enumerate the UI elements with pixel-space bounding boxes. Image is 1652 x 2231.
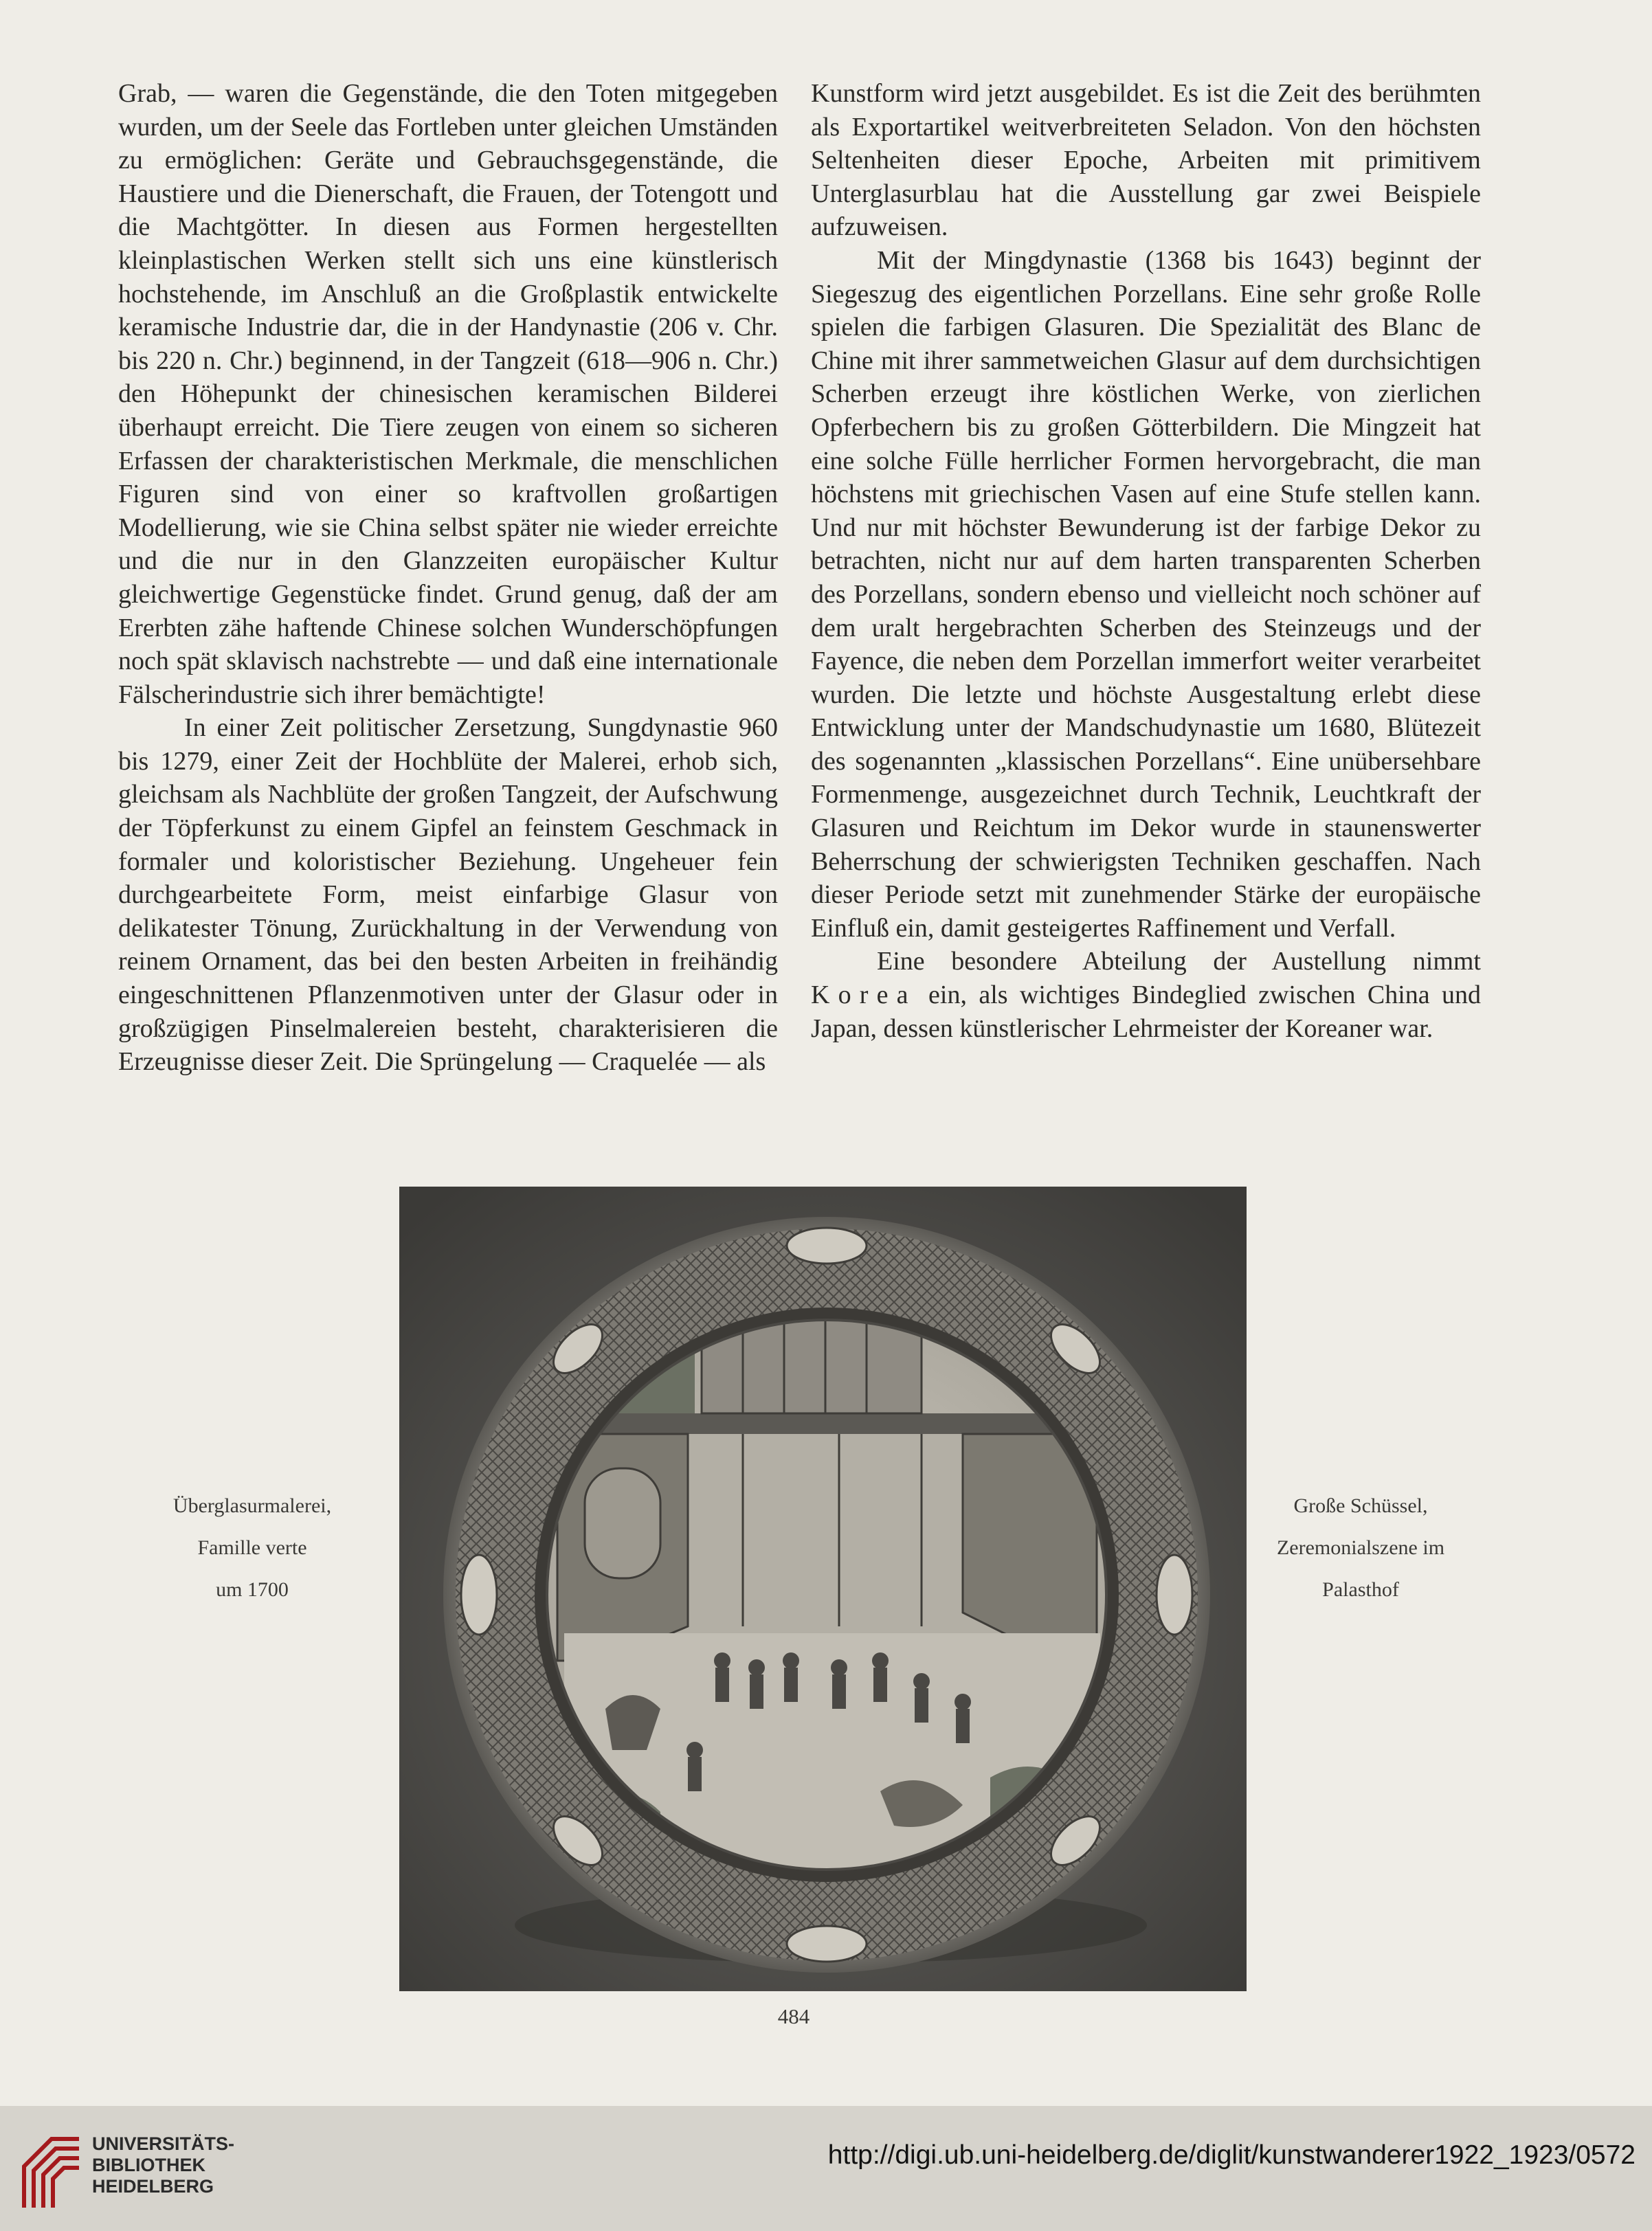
korea-start-text: Eine besondere Abteilung der Austellung nimmt xyxy=(877,947,1481,976)
dish-illustration xyxy=(399,1187,1247,1991)
page-number: 484 xyxy=(777,2004,810,2028)
left-paragraph-1: Grab, — waren die Gegenstände, die den Toten mitgegeben wurden, um der Seele das Fortleben unter gleichen Umständen zu ermöglichen: Geräte und Gebrauchsgegenstände, die Haustiere und die Dienerschaft, die Frauen, der Totengott und die Machtgötter. In diesen aus Formen hergestellten kleinplastischen Werken stellt sich uns eine künstlerisch hochstehende, im Anschluß an die Großplastik entwickelte keramische Industrie dar, die in der Handynastie (206 v. Chr. bis 220 n. Chr.) beginnend, in der Tangzeit (618—906 n. Chr.) den Höhepunkt der chinesischen keramischen Bilderei überhaupt erreicht. Die Tiere zeugen von einem so sicheren Erfassen der charakteristischen Merkmale, die menschlichen Figuren sind von einer so kraftvollen großartigen Modellierung, wie sie China selbst später nie wieder erreichte und die nur in den Glanzzeiten europäischer Kultur gleichwertige Gegenstücke findet. Grund genug, daß der am Ererbten zähe haftende Chinese solchen Wunderschöpfungen noch spät sklavisch nachstrebte — und daß eine internationale Fälscherindustrie sich ihrer bemächtigte! xyxy=(118,79,778,709)
right-caption-line-2: Zeremonialszene im xyxy=(1276,1536,1445,1559)
library-name-line-1: UNIVERSITÄTS- xyxy=(92,2133,235,2154)
library-name-line-2: BIBLIOTHEK xyxy=(92,2155,205,2175)
right-text-column xyxy=(811,77,1481,1045)
left-caption-line-3: um 1700 xyxy=(216,1578,289,1601)
right-caption xyxy=(1254,1485,1467,1611)
left-caption-line-2: Famille verte xyxy=(197,1536,307,1559)
right-paragraph-2: Mit der Mingdynastie (1368 bis 1643) beginnt der Siegeszug des eigentlichen Porzellans. Eine sehr große Rolle spielen die farbigen Glasuren. Die Spezialität des Blanc de Chine mit ihrer sammetweichen Glasur auf dem durchsichtigen Scherben erzeugt ihre köstlichen Werke, von zierlichen Opferbechern bis zu großen Götterbildern. Die Mingzeit hat eine solche Fülle herrlicher Formen hervorgebracht, die man höchstens mit griechischen Vasen auf eine Stufe stellen kann. Und nur mit höchster Bewunderung ist der farbige Dekor zu betrachten, nicht nur auf dem harten transparenten Scherben des Porzellans, sondern ebenso und vielleicht noch schöner auf dem uralt hergebrachten Scherben des Steinzeugs und der Fayence, die neben dem Porzellan immerfort weiter verarbeitet wurden. Die letzte und höchste Ausgestaltung erlebt diese Entwicklung unter der Mandschudynastie um 1680, Blütezeit des sogenannten „klassischen Porzellans“. Eine unübersehbare Formenmenge, ausgezeichnet durch Technik, Leuchtkraft der Glasuren und Reichtum im Dekor wurde in staunenswerter Beherrschung der schwierigsten Techniken geschaffen. Nach dieser Periode setzt mit zunehmender Stärke der europäische Einfluß ein, damit gesteigertes Raffinement und Verfall. xyxy=(811,245,1481,943)
right-paragraph-1: Kunstform wird jetzt ausgebildet. Es ist die Zeit des berühmten als Exportartikel weitverbreiteten Seladon. Von den höchsten Seltenheiten dieser Epoche, Arbeiten mit primitivem Unterglasurblau hat die Ausstellung gar zwei Beispiele aufzuweisen. xyxy=(811,79,1481,242)
library-name xyxy=(92,2133,234,2197)
korea-end-text: ein, als wichtiges Bindeglied zwischen China und Japan, dessen künstlerischer Lehrmeister der Koreaner war. xyxy=(811,980,1482,1043)
library-footer xyxy=(0,2106,1652,2231)
porcelain-dish-photo xyxy=(399,1187,1247,1991)
left-caption xyxy=(146,1485,359,1611)
right-caption-line-3: Palasthof xyxy=(1322,1578,1399,1601)
library-name-line-3: HEIDELBERG xyxy=(92,2176,214,2197)
university-library-logo-icon xyxy=(17,2125,83,2215)
source-url-link[interactable]: http://digi.ub.uni-heidelberg.de/diglit/kunstwanderer1922_1923/0572 xyxy=(827,2140,1636,2170)
korea-spaced-word: Korea xyxy=(811,980,917,1010)
right-caption-line-1: Große Schüssel, xyxy=(1293,1494,1428,1517)
left-paragraph-2: In einer Zeit politischer Zersetzung, Sungdynastie 960 bis 1279, einer Zeit der Hochblüte der Malerei, erhob sich, gleichsam als Nachblüte der großen Tangzeit, der Aufschwung der Töpferkunst zu einem Gipfel an feinstem Geschmack in formaler und koloristischer Beziehung. Ungeheuer fein durchgearbeitete Form, meist einfarbige Glasur von delikatester Tönung, Zurückhaltung in der Verwendung von reinem Ornament, das bei den besten Arbeiten in freihändig eingeschnittenen Pflanzenmotiven unter der Glasur oder in großzügigen Pinselmalereien besteht, charakterisieren die Erzeugnisse dieser Zeit. Die Sprüngelung — Craquelée — als xyxy=(118,713,778,1077)
left-caption-line-1: Überglasurmalerei, xyxy=(172,1494,332,1517)
left-text-column xyxy=(118,77,778,1079)
right-paragraph-3 xyxy=(811,945,1481,1045)
